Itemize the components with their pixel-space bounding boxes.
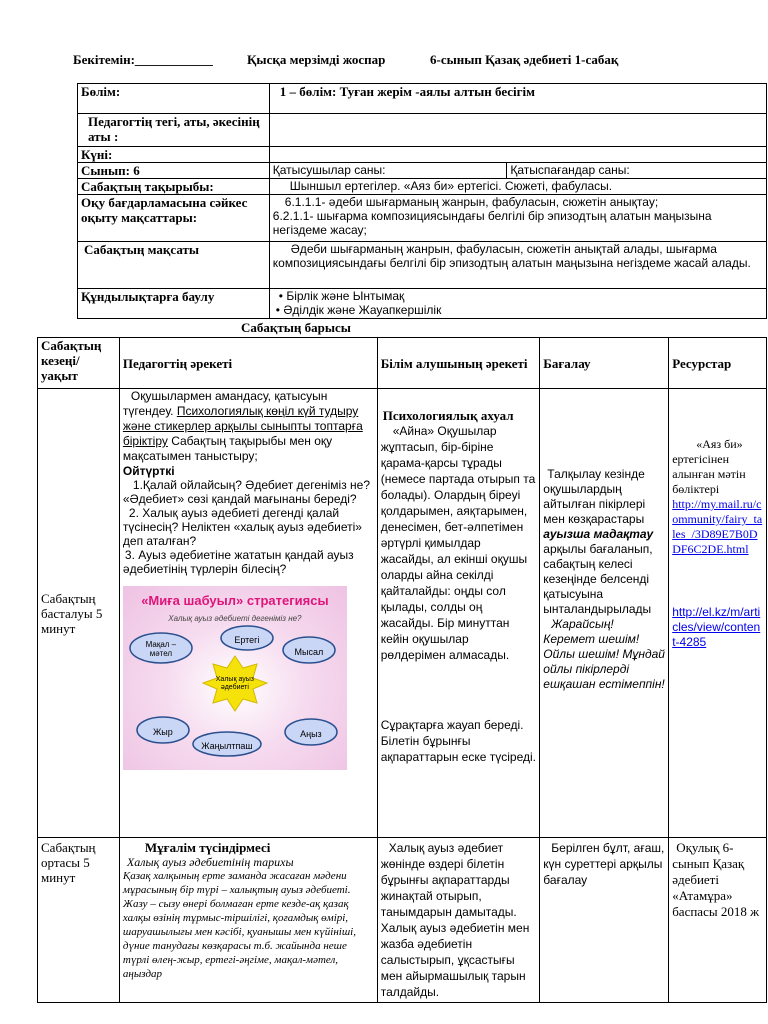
- brainstorm-subtitle: Халық ауыз әдебиеті дегеніміз не?: [168, 614, 302, 623]
- col-stage-header: Сабақтың кезеңі/ уақыт: [38, 338, 120, 389]
- process-title: Сабақтың барысы: [241, 320, 351, 335]
- value-item-2: • Әділдік және Жауапкершілік: [275, 303, 442, 317]
- resource-text: «Аяз би» ертегісінен алынған мәтін бөліктері: [672, 437, 746, 496]
- section-label: Бөлім:: [78, 84, 270, 114]
- resources-middle: [669, 838, 767, 1003]
- assessment-middle: [540, 838, 669, 1003]
- question-3: 3. Ауыз әдебиетіне жататын қандай ауыз әдебиетінің түрлерін білесің?: [122, 548, 354, 576]
- student-activity-start: [377, 389, 540, 838]
- teacher-name-value[interactable]: [269, 114, 766, 147]
- objectives-label: Оқу бағдарламасына сәйкес оқыту мақсаттары:: [78, 195, 270, 242]
- stage-middle-label: Сабақтың ортасы 5 минут: [41, 840, 96, 885]
- plan-type: Қысқа мерзімді жоспар: [247, 52, 386, 67]
- textbook-resource: Оқулық 6-сынып Қазақ әдебиеті «Атамұра» баспасы 2018 ж: [672, 840, 760, 919]
- psych-mood-text: Психологиялық көңіл күй тудыру және стикерлер арқылы сыныпты топтарға біріктіру: [122, 404, 363, 448]
- stage-middle: [38, 838, 120, 1003]
- col-teacher-header: Педагогтің әрекеті: [119, 338, 377, 389]
- question-1: 1.Қалай ойлайсың? Әдебиет дегеніміз не? «Әдебиет» сөзі қандай мағынаны береді?: [122, 478, 371, 506]
- values-list: [269, 289, 766, 319]
- node-fable: Мысал: [294, 647, 324, 657]
- values-label: Құндылықтарға баулу: [78, 289, 270, 319]
- assessment-start: [540, 389, 669, 838]
- brainstorm-diagram: [123, 586, 347, 770]
- node-proverb: Мақал – мәтел: [145, 640, 177, 658]
- teacher-name-label: Педагогтің тегі, аты, әкесінің аты :: [78, 114, 270, 147]
- lesson-process-table: [37, 337, 767, 1003]
- assessment-text-1: Талқылау кезінде оқушылардың айтылған пікірлері мен көзқарастары: [543, 467, 646, 526]
- topic-value: Шыншыл ертегілер. «Аяз би» ертегісі. Сюжеті, фабуласы.: [269, 179, 766, 195]
- objective-2: 6.2.1.1- шығарма композициясындағы белгілі бір эпизодтың алатын маңызына негіздеме жасау;: [272, 209, 712, 237]
- question-2: 2. Халық ауыз әдебиеті дегенді қалай түсінесің? Неліктен «халық ауыз әдебиеті» деп аталған?: [122, 506, 362, 548]
- objectives-value: [269, 195, 766, 242]
- teacher-activity-middle: [119, 838, 377, 1003]
- teacher-explanation-title: Мұғалім түсіндірмесі: [144, 840, 271, 855]
- approval-line: Бекітемін:____________: [73, 52, 213, 67]
- student-activity-middle: [377, 838, 540, 1003]
- center-node: Халық ауыз әдебиеті: [215, 676, 255, 691]
- node-epic: Жыр: [152, 727, 173, 737]
- topic-intro-text: Сабақтың тақырыбы мен оқу мақсатымен таныстыру;: [122, 434, 333, 463]
- date-value[interactable]: [269, 147, 766, 163]
- date-label: Күні:: [78, 147, 270, 163]
- value-item-1: • Бірлік және Ынтымақ: [278, 289, 405, 303]
- class-label: Сынып: 6: [78, 163, 270, 179]
- col-student-header: Білім алушының әрекеті: [377, 338, 540, 389]
- grade-subject: 6-сынып Қазақ әдебиеті 1-сабақ: [430, 52, 619, 67]
- oral-literature-history-text: Қазақ халқының ерте заманда жасаған мәдени мұрасының бір түрі – халықтың ауыз әдебиеті. Жазу – сызу өнері болмаған ерте кезде-ақ қазақ халқы өзінің тұрмыс-тіршілігі, қоғамдық өмірі, шаруашылығы мен кәсібі, қуанышы мен күйініші, дүние танудағы көзқарасы т.б. жайында неше түрлі өлең-жыр, ертегі-әңгіме, мақал-мәтел, аңыздар: [122, 870, 356, 980]
- node-fairy-tale: Ертегі: [234, 635, 260, 645]
- psych-climate-title: Психологиялық ахуал: [382, 408, 514, 423]
- node-legend: Аңыз: [300, 729, 322, 739]
- aim-value: Әдеби шығарманың жанрын, фабуласын, сюжетін анықтай алады, шығарма композициясындағы белгілі бір эпизодтың алатын маңызына негіздеме жасай алады.: [269, 242, 766, 289]
- objective-1: 6.1.1.1- әдеби шығарманың жанрын, фабуласын, сюжетін анықтау;: [284, 195, 659, 209]
- resources-start: [669, 389, 767, 838]
- topic-label: Сабақтың тақырыбы:: [78, 179, 270, 195]
- brainstorm-title: «Миға шабуыл» стратегиясы: [141, 593, 329, 608]
- teacher-activity-start: [119, 389, 377, 838]
- answer-questions-text: Сұрақтарға жауап береді. Білетін бұрынғы ақпараттарын еске түсіреді.: [380, 718, 536, 764]
- node-tongue-twister: Жаңылтпаш: [201, 741, 253, 751]
- lesson-info-table: [77, 83, 767, 319]
- resource-link-mailru[interactable]: http://my.mail.ru/community/fairy_tales_/3D89E7B0DDF6C2DE.html: [672, 497, 763, 556]
- present-count-label: Қатысушылар саны:: [269, 163, 507, 179]
- greeting-text: Оқушылармен амандасу, қатысуын түгендеу.: [122, 389, 328, 418]
- praise-phrases: Жарайсың! Керемет шешім! Ойлы шешім! Мұндай ойлы пікірлерді ешқашан естімеппін!: [543, 617, 665, 691]
- section-value: 1 – бөлім: Туған жерім -аялы алтын бесігім: [269, 84, 766, 114]
- assessment-oral-praise: ауызша мадақтау: [543, 527, 654, 541]
- warmup-title: Ойтүрткі: [122, 464, 175, 478]
- aim-label: Сабақтың мақсаты: [78, 242, 270, 289]
- assessment-text-2: арқылы бағаланып, сабақтың келесі кезеңінде белсенді қатысуына ынталандырылады: [543, 542, 653, 616]
- student-middle-text: Халық ауыз әдебиет жөнінде өздері білетін бұрынғы ақпараттарды жинақтай отырып, танымдарын дамытады. Халық ауыз әдебиетін мен жазба әдебиетін салыстырып, ұқсастығы мен айырмашылық тарын талдайды.: [380, 841, 530, 999]
- stage-start: [38, 389, 120, 838]
- oral-literature-history-title: Халық ауыз әдебиетінің тарихы: [126, 855, 294, 869]
- absent-count-label: Қатыспағандар саны:: [507, 163, 767, 179]
- col-assessment-header: Бағалау: [540, 338, 669, 389]
- resource-link-elkz[interactable]: http://el.kz/m/articles/view/content-4285: [672, 605, 761, 649]
- assessment-middle-text: Берілген бұлт, ағаш, күн суреттері арқылы бағалау: [543, 841, 665, 887]
- col-resources-header: Ресурстар: [669, 338, 767, 389]
- stage-start-label: Сабақтың басталуы 5 минут: [41, 590, 103, 636]
- mirror-game-text: «Айна» Оқушылар жұптасып, бір-біріне қарама-қарсы тұрады (немесе партада отырып та болады). Олардың біреуі қолдарымен, аяқтарымен, денесімен, бет-әлпетімен әртүрлі қимылдар жасайды, ал екінші оқушы оларды айна секілді қайталайды: оңды сол қылады, солды оң жасайды. Бір минуттан кейін оқушылар рөлдерімен алмасады.: [380, 424, 536, 662]
